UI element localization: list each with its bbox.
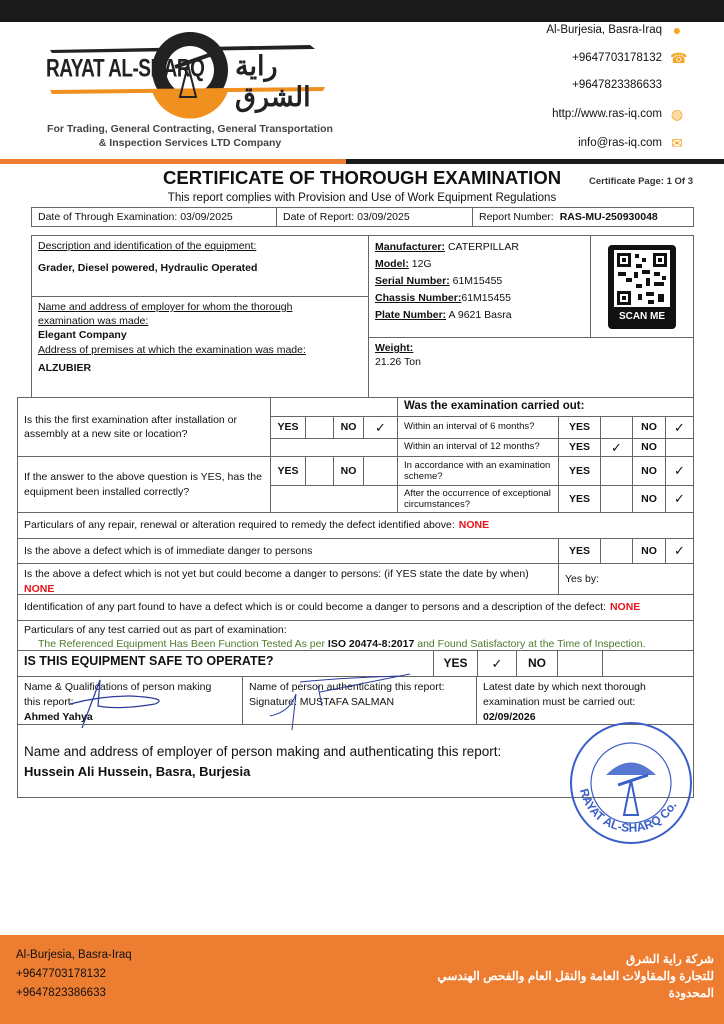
q1-no-check[interactable]: ✓ xyxy=(363,416,398,439)
q1-no-label: NO xyxy=(333,416,364,439)
stamp-icon xyxy=(568,720,694,846)
test-standard: ISO 20474-8:2017 xyxy=(327,637,415,650)
q2-no-label: NO xyxy=(333,456,364,486)
immediate-danger-label: Is the above a defect which is of immediate danger to persons xyxy=(17,538,559,564)
employer-person-value: Hussein Ali Hussein, Basra, Burjesia xyxy=(24,764,251,780)
r1-yes-label: YES xyxy=(558,416,601,439)
r2-no-box[interactable] xyxy=(665,438,694,457)
report-date-text: Date of Report: 03/09/2025 xyxy=(283,210,410,223)
report-number xyxy=(472,207,694,227)
qr-code-icon xyxy=(614,250,670,308)
r1-no-label: NO xyxy=(632,416,666,439)
immediate-yes-box[interactable] xyxy=(600,538,633,564)
manufacturer-value: CATERPILLAR xyxy=(447,241,519,253)
r1-no-check[interactable]: ✓ xyxy=(665,416,694,439)
contact-address xyxy=(546,23,684,37)
weight-value: 21.26 Ton xyxy=(375,356,421,369)
certificate-page: Certificate Page: 1 Of 3 xyxy=(589,176,694,187)
future-danger-row xyxy=(17,563,559,595)
employer-label: Name and address of employer for whom the thorough examination was made: xyxy=(38,301,293,328)
qr-code[interactable] xyxy=(608,245,676,329)
safe-no-box[interactable] xyxy=(557,650,603,677)
r2-yes-label: YES xyxy=(558,438,601,457)
footer-address: Al-Burjesia, Basra-Iraq xyxy=(16,949,132,961)
safe-no-label: NO xyxy=(516,650,558,677)
divider-orange xyxy=(0,159,346,164)
r3-no-check[interactable]: ✓ xyxy=(665,456,694,486)
maker-signature-icon xyxy=(60,678,170,730)
serial-label: Serial Number: xyxy=(375,275,450,287)
identification-value: NONE xyxy=(609,601,641,614)
contact-phone-2 xyxy=(572,79,662,91)
scan-me-label: SCAN ME xyxy=(618,311,666,322)
certificate-title: CERTIFICATE OF THOROUGH EXAMINATION xyxy=(163,167,562,188)
q2-no-box[interactable] xyxy=(363,456,398,486)
auth-label: Name of person authenticating this report: xyxy=(249,681,445,693)
safe-to-operate-label: IS THIS EQUIPMENT SAFE TO OPERATE? xyxy=(17,650,434,677)
website-link[interactable]: http://www.ras-iq.com xyxy=(552,108,662,120)
company-name-en: RAYAT AL-SHARQ xyxy=(46,55,205,83)
q1-yes-box[interactable] xyxy=(305,416,334,439)
footer-ar-line: للتجارة والمقاولات العامة والنقل العام والفحص الهندسي xyxy=(437,969,714,983)
qr-cell xyxy=(590,235,694,338)
desc-label: Description and identification of the equipment: xyxy=(38,240,257,252)
plate-label: Plate Number: xyxy=(375,309,447,321)
contact-text: Al-Burjesia, Basra-Iraq xyxy=(546,24,662,36)
safe-yes-check[interactable]: ✓ xyxy=(477,650,517,677)
location-pin-icon: ● xyxy=(672,22,682,38)
contact-text: +9647703178132 xyxy=(572,52,662,64)
company-logo xyxy=(40,25,350,125)
r4-no-label: NO xyxy=(632,485,666,513)
blank-cell xyxy=(270,438,398,457)
mail-icon: ✉ xyxy=(671,135,683,151)
r3-no-label: NO xyxy=(632,456,666,486)
email-link[interactable]: info@ras-iq.com xyxy=(578,137,662,149)
report-number-value: RAS-MU-250930048 xyxy=(559,210,658,223)
contact-phone-1 xyxy=(572,50,688,66)
premises-label: Address of premises at which the examination was made: xyxy=(38,343,306,356)
installed-correctly-question xyxy=(17,456,271,513)
blank-cell xyxy=(270,485,398,513)
immediate-yes-label: YES xyxy=(558,538,601,564)
subtitle: This report complies with Provision and Use of Work Equipment Regulations xyxy=(167,192,557,204)
q1-yes-label: YES xyxy=(270,416,306,439)
blank-cell xyxy=(602,650,694,677)
tagline xyxy=(30,122,350,150)
interval-6-label: Within an interval of 6 months? xyxy=(397,416,559,439)
chassis-value: 61M15455 xyxy=(461,292,511,304)
report-date xyxy=(276,207,473,227)
test-text: and Found Satisfactory at the Time of Inspection. xyxy=(417,637,646,650)
q2-yes-box[interactable] xyxy=(305,456,334,486)
exceptional-label: After the occurrence of exceptional circumstances? xyxy=(397,485,559,513)
globe-icon: ◍ xyxy=(670,106,684,122)
chassis-label: Chassis Number: xyxy=(375,292,462,304)
immediate-no-check[interactable]: ✓ xyxy=(665,538,694,564)
authenticator-signature-icon xyxy=(260,672,410,732)
r1-yes-box[interactable] xyxy=(600,416,633,439)
premises-value: ALZUBIER xyxy=(38,361,92,374)
manufacturer-label: Manufacturer: xyxy=(375,241,446,253)
next-exam-label: Latest date by which next thorough examination must be carried out: xyxy=(483,681,646,709)
phone-icon: ☎ xyxy=(670,50,688,66)
stamp-text: RAYAT AL-SHARQ Co. xyxy=(576,786,680,835)
q2-yes-label: YES xyxy=(270,456,306,486)
contact-text: +9647823386633 xyxy=(572,79,662,91)
question-text: If the answer to the above question is YES, has the equipment been installed correctly? xyxy=(24,471,262,498)
next-exam-date: 02/09/2026 xyxy=(483,711,536,724)
yes-by-cell[interactable] xyxy=(558,563,694,595)
blank-cell xyxy=(270,397,398,417)
weight-label: Weight: xyxy=(375,342,414,354)
serial-value: 61M15455 xyxy=(452,275,503,287)
question-text: Is this the first examination after installation or assembly at a new site or location? xyxy=(24,413,238,440)
r4-no-check[interactable]: ✓ xyxy=(665,485,694,513)
footer-ar-line: شركة راية الشرق xyxy=(625,952,714,966)
auth-signature-name: Signature: MUSTAFA SALMAN xyxy=(249,696,395,709)
equipment-details xyxy=(368,235,591,338)
carried-out-heading: Was the examination carried out: xyxy=(397,397,694,417)
tagline-line: For Trading, General Contracting, General Transportation xyxy=(47,123,333,135)
identification-label: Identification of any part found to have a defect which is or could become a danger to persons and a description of the defect: xyxy=(24,601,606,614)
top-bar xyxy=(0,0,724,22)
immediate-no-label: NO xyxy=(632,538,666,564)
repair-label: Particulars of any repair, renewal or alteration required to remedy the defect identified above: xyxy=(24,519,455,532)
interval-12-label: Within an interval of 12 months? xyxy=(397,438,559,457)
r3-yes-box[interactable] xyxy=(600,456,633,486)
repair-value: NONE xyxy=(458,519,490,532)
r4-yes-box[interactable] xyxy=(600,485,633,513)
test-row xyxy=(17,620,694,651)
scheme-label: In accordance with an examination scheme? xyxy=(397,456,559,486)
tagline-line: & Inspection Services LTD Company xyxy=(98,137,282,149)
test-label: Particulars of any test carried out as part of examination: xyxy=(24,624,287,636)
model-label: Model: xyxy=(375,258,409,270)
r3-yes-label: YES xyxy=(558,456,601,486)
safe-yes-label: YES xyxy=(433,650,478,677)
future-danger-value: NONE xyxy=(24,583,55,596)
employer-person-label: Name and address of employer of person making and authenticating this report: xyxy=(24,744,502,759)
exam-date xyxy=(31,207,277,227)
employer-value: Elegant Company xyxy=(38,329,127,342)
divider-black xyxy=(346,159,724,164)
maker-label: Name & Qualifications of person making this report: xyxy=(24,681,212,709)
contact-email[interactable] xyxy=(578,136,684,150)
r2-yes-check[interactable]: ✓ xyxy=(600,438,633,457)
plate-value: A 9621 Basra xyxy=(448,309,512,321)
weight-section xyxy=(368,337,694,398)
footer-company-ar xyxy=(437,951,714,1002)
contact-website[interactable] xyxy=(552,107,684,121)
repair-row xyxy=(17,512,694,539)
future-danger-label: Is the above a defect which is not yet but could become a danger to persons: (if YES state the date by when) xyxy=(24,568,529,580)
next-exam-cell xyxy=(476,676,694,725)
first-exam-question xyxy=(17,397,271,457)
exam-date-text: Date of Through Examination: 03/09/2025 xyxy=(38,210,233,223)
maker-name: Ahmed Yahya xyxy=(24,711,93,724)
desc-value: Grader, Diesel powered, Hydraulic Operated xyxy=(38,262,258,275)
model-value: 12G xyxy=(411,258,432,270)
identification-row xyxy=(17,594,694,621)
footer-phone: +9647703178132 xyxy=(16,968,106,980)
footer-ar-line: المحدودة xyxy=(668,986,714,1000)
test-text: The Referenced Equipment Has Been Function Tested As per xyxy=(38,637,325,650)
r2-no-label: NO xyxy=(632,438,666,457)
r4-yes-label: YES xyxy=(558,485,601,513)
footer xyxy=(0,935,724,1024)
footer-phone: +9647823386633 xyxy=(16,987,106,999)
report-number-label: Report Number: xyxy=(479,210,554,223)
company-name-ar: راية الشرق xyxy=(235,51,311,112)
yes-by-label: Yes by: xyxy=(565,572,600,585)
company-stamp xyxy=(568,720,694,846)
employer-section xyxy=(31,296,369,398)
footer-contacts xyxy=(16,946,132,1003)
equipment-description xyxy=(31,235,369,297)
